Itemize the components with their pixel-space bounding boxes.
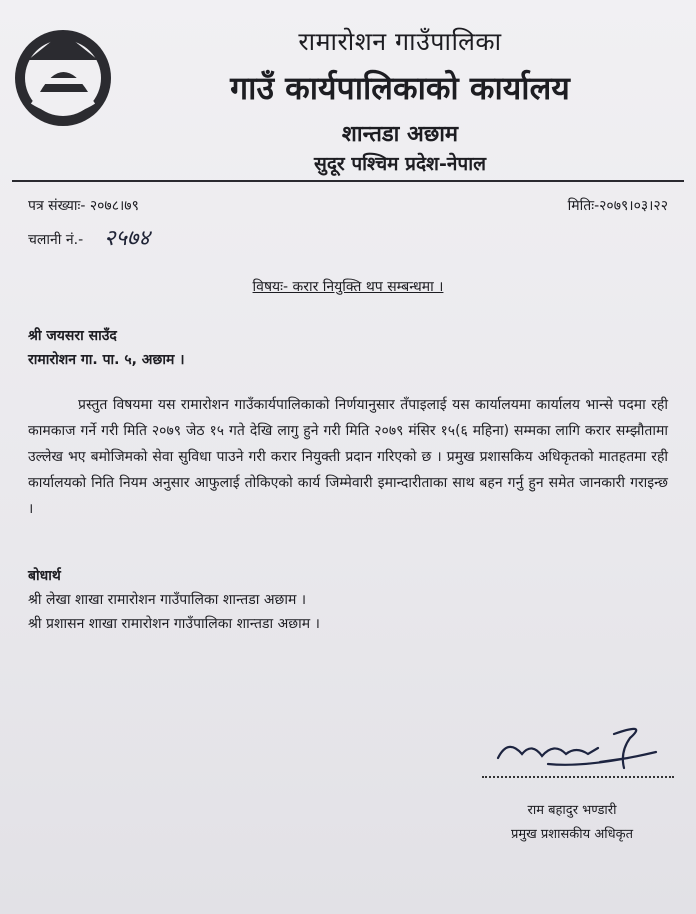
subject-line bbox=[0, 277, 696, 296]
municipality-emblem bbox=[10, 22, 116, 130]
recipient-name: श्री जयसरा साउँद bbox=[28, 328, 117, 344]
header-divider bbox=[12, 180, 684, 182]
subject-text: विषयः- करार नियुक्ति थप सम्बन्धमा । bbox=[252, 279, 444, 295]
signatory-name: राम बहादुर भण्डारी bbox=[527, 803, 617, 818]
handwritten-signature bbox=[488, 718, 668, 778]
cc-heading: बोधार्थ bbox=[28, 568, 61, 584]
letter-number-label: पत्र संख्याः- bbox=[28, 198, 86, 214]
dispatch-label: चलानी नं.- bbox=[28, 232, 84, 248]
body-paragraph: प्रस्तुत विषयमा यस रामारोशन गाउँकार्यपालिकाको निर्णयानुसार तँपाइलाई यस कार्यालयमा कार्यालय भान्से पदमा रही कामकाज गर्ने गरी मिति २०७९ जेठ १५ गते देखि लागु हुने गरी मिति २०७९ मंसिर १५(६ महिना) सम्मका लागि करार सम्झौतामा उल्लेख भए बमोजिमको सेवा सुविधा पाउने गरी करार नियुक्ती प्रदान गरिएको छ । प्रमुख प्रशासकिय अधिकृतको मातहतमा रही कार्यालयको निति नियम अनुसार आफुलाई तोकिएको कार्य जिम्मेवारी इमान्दारीताका साथ बहन गर्नु हुन समेत जानकारी गराइन्छ । bbox=[28, 397, 668, 517]
cc-item-administration: श्री प्रशासन शाखा रामारोशन गाउँपालिका शान्तडा अछाम । bbox=[28, 616, 320, 632]
signature-line bbox=[482, 776, 674, 778]
recipient-address: रामारोशन गा. पा. ५, अछाम । bbox=[28, 352, 185, 368]
letter-date bbox=[568, 196, 668, 215]
province-name: सुदूर पश्चिम प्रदेश-नेपाल bbox=[314, 153, 486, 175]
letter-body bbox=[28, 392, 668, 522]
letter-number-value: २०७८।७९ bbox=[89, 198, 139, 214]
letter-number bbox=[28, 196, 139, 215]
municipality-name: रामारोशन गाउँपालिका bbox=[298, 27, 502, 56]
office-location: शान्तडा अछाम bbox=[341, 122, 459, 147]
date-label: मितिः- bbox=[567, 198, 600, 214]
office-name: गाउँ कार्यपालिकाको कार्यालय bbox=[230, 69, 570, 107]
date-value: २०७९।०३।२२ bbox=[599, 198, 668, 214]
signatory-title: प्रमुख प्रशासकीय अधिकृत bbox=[510, 827, 634, 842]
dispatch-number-handwritten: २५७४ bbox=[104, 226, 150, 251]
cc-item-accounts: श्री लेखा शाखा रामारोशन गाउँपालिका शान्तडा अछाम । bbox=[28, 592, 307, 608]
